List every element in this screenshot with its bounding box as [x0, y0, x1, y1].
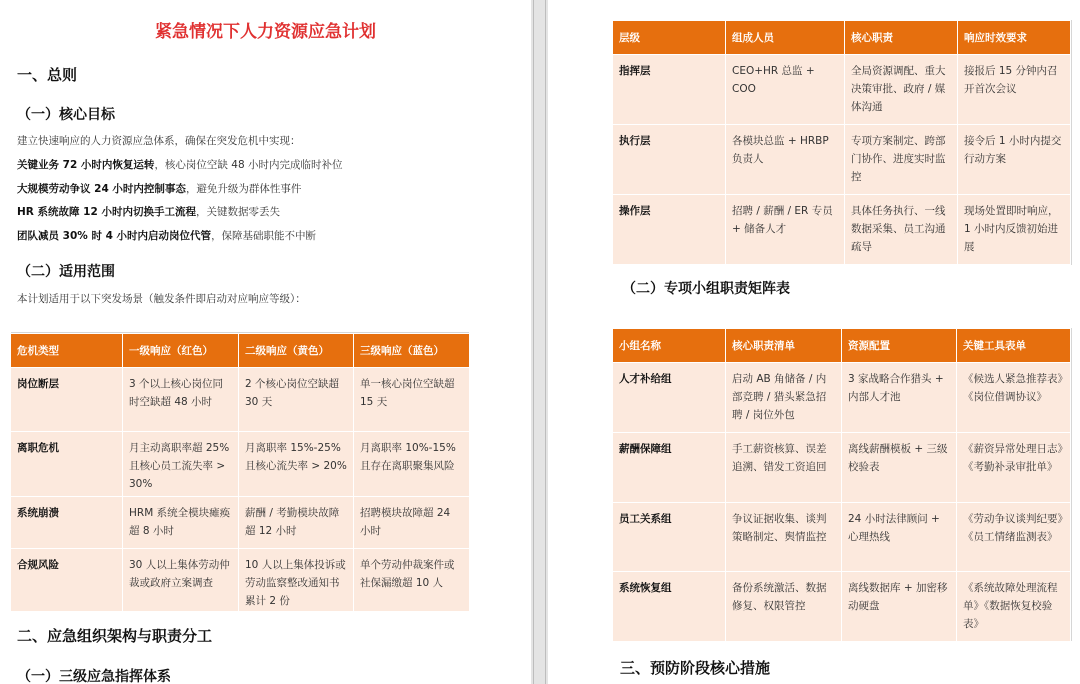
page-gutter [531, 0, 548, 684]
column-header: 组成人员 [726, 21, 845, 55]
right-page [548, 0, 1080, 684]
table-cell: 各模块总监 + HRBP 负责人 [726, 125, 845, 195]
table-cell: 2 个核心岗位空缺超 30 天 [239, 368, 354, 432]
table-cell: 24 小时法律顾问 + 心理热线 [842, 503, 957, 572]
table-row [613, 572, 1071, 642]
table-row [613, 195, 1071, 265]
table-cell: 备份系统激活、数据修复、权限管控 [726, 572, 842, 642]
goal-item-text: ，避免升级为群体性事件 [185, 183, 302, 195]
table-cell: 离线数据库 + 加密移动硬盘 [842, 572, 957, 642]
table-cell: 薪酬保障组 [613, 433, 726, 503]
table-row [11, 432, 470, 497]
column-header: 核心职责清单 [726, 329, 842, 363]
table-row [613, 503, 1071, 572]
table-cell: 《劳动争议谈判纪要》《员工情绪监测表》 [957, 503, 1071, 572]
table-cell: 招聘模块故障超 24 小时 [354, 497, 470, 549]
table-cell: 单个劳动仲裁案件或社保漏缴超 10 人 [354, 549, 470, 612]
table-cell: 专项方案制定、跨部门协作、进度实时监控 [845, 125, 958, 195]
table-cell: 人才补给组 [613, 363, 726, 433]
column-header: 关键工具表单 [957, 329, 1071, 363]
scope-paragraph: 本计划适用于以下突发场景（触发条件即启动对应响应等级）： [17, 293, 306, 305]
column-header: 小组名称 [613, 329, 726, 363]
table-cell: 接令后 1 小时内提交行动方案 [958, 125, 1071, 195]
table-cell: 全局资源调配、重大决策审批、政府 / 媒体沟通 [845, 55, 958, 125]
table-cell: 月主动离职率超 25% 且核心员工流失率 > 30% [123, 432, 239, 497]
table-cell: 单一核心岗位空缺超 15 天 [354, 368, 470, 432]
goal-item [17, 157, 342, 172]
table-cell: 离线薪酬模板 + 三级校验表 [842, 433, 957, 503]
table-cell: 《薪资异常处理日志》《考勤补录审批单》 [957, 433, 1071, 503]
table-header-row [613, 329, 1071, 363]
goal-item [17, 204, 280, 219]
table-cell: 启动 AB 角储备 / 内部竞聘 / 猎头紧急招聘 / 岗位外包 [726, 363, 842, 433]
table-header-row [613, 21, 1071, 55]
left-page [0, 0, 531, 684]
intro-paragraph: 建立快速响应的人力资源应急体系，确保在突发危机中实现： [17, 135, 301, 147]
table-cell: 招聘 / 薪酬 / ER 专员 + 储备人才 [726, 195, 845, 265]
subsection-heading-scope: （二）适用范围 [17, 264, 115, 280]
table-cell: 3 个以上核心岗位同时空缺超 48 小时 [123, 368, 239, 432]
column-header: 一级响应（红色） [123, 334, 239, 368]
table-cell: 操作层 [613, 195, 726, 265]
table-row [613, 433, 1071, 503]
column-header: 二级响应（黄色） [239, 334, 354, 368]
table-cell: 争议证据收集、谈判策略制定、舆情监控 [726, 503, 842, 572]
table-cell: 系统恢复组 [613, 572, 726, 642]
table-cell: 薪酬 / 考勤模块故障超 12 小时 [239, 497, 354, 549]
goal-item-bold: 关键业务 72 小时内恢复运转 [17, 159, 155, 171]
table-row [613, 125, 1071, 195]
table-cell: 接报后 15 分钟内召开首次会议 [958, 55, 1071, 125]
crisis-level-table [10, 333, 470, 612]
table-cell: 执行层 [613, 125, 726, 195]
table-cell: 系统崩溃 [11, 497, 123, 549]
column-header: 资源配置 [842, 329, 957, 363]
goal-item-text: ，关键数据零丢失 [195, 206, 280, 218]
goal-item-text: ，核心岗位空缺 48 小时内完成临时补位 [154, 159, 343, 171]
column-header: 三级响应（蓝色） [354, 334, 470, 368]
table-cell: HRM 系统全模块瘫痪超 8 小时 [123, 497, 239, 549]
table-cell: 月离职率 10%-15% 且存在离职聚集风险 [354, 432, 470, 497]
goal-item [17, 181, 301, 196]
section-heading-organization: 二、应急组织架构与职责分工 [17, 627, 213, 645]
table-cell: 手工薪资核算、误差追溯、错发工资追回 [726, 433, 842, 503]
table-cell: 离职危机 [11, 432, 123, 497]
table-cell: 指挥层 [613, 55, 726, 125]
table-cell: 合规风险 [11, 549, 123, 612]
goal-item-bold: 大规模劳动争议 24 小时内控制事态 [17, 183, 186, 195]
column-header: 核心职责 [845, 21, 958, 55]
table-header-row [11, 334, 470, 368]
goal-item-bold: 团队减员 30% 时 4 小时内启动岗位代管 [17, 230, 212, 242]
table-cell: 具体任务执行、一线数据采集、员工沟通疏导 [845, 195, 958, 265]
table-row [613, 55, 1071, 125]
goal-item [17, 228, 316, 243]
table-row [613, 363, 1071, 433]
table-row [11, 549, 470, 612]
section-heading-general: 一、总则 [17, 66, 78, 84]
column-header: 危机类型 [11, 334, 123, 368]
table-cell: 现场处置即时响应，1 小时内反馈初始进展 [958, 195, 1071, 265]
command-system-table [612, 20, 1071, 265]
subsection-heading-command-system: （一）三级应急指挥体系 [17, 669, 171, 684]
table-cell: 30 人以上集体劳动仲裁或政府立案调查 [123, 549, 239, 612]
task-group-matrix-table [612, 328, 1071, 642]
table-cell: 《候选人紧急推荐表》《岗位借调协议》 [957, 363, 1071, 433]
table-cell: 10 人以上集体投诉或劳动监察整改通知书累计 2 份 [239, 549, 354, 612]
table-cell: 岗位断层 [11, 368, 123, 432]
table-row [11, 497, 470, 549]
subsection-heading-group-matrix: （二）专项小组职责矩阵表 [622, 281, 790, 297]
subsection-heading-core-goals: （一）核心目标 [17, 107, 115, 123]
column-header: 响应时效要求 [958, 21, 1071, 55]
goal-item-bold: HR 系统故障 12 小时内切换手工流程 [17, 206, 196, 218]
table-cell: 《系统故障处理流程单》《数据恢复校验表》 [957, 572, 1071, 642]
column-header: 层级 [613, 21, 726, 55]
table-cell: 员工关系组 [613, 503, 726, 572]
table-cell: 月离职率 15%-25% 且核心流失率 > 20% [239, 432, 354, 497]
table-row [11, 368, 470, 432]
document-title: 紧急情况下人力资源应急计划 [155, 22, 376, 42]
section-heading-prevention: 三、预防阶段核心措施 [620, 659, 771, 677]
table-cell: 3 家战略合作猎头 + 内部人才池 [842, 363, 957, 433]
goal-item-text: ，保障基础职能不中断 [211, 230, 317, 242]
table-cell: CEO+HR 总监 + COO [726, 55, 845, 125]
